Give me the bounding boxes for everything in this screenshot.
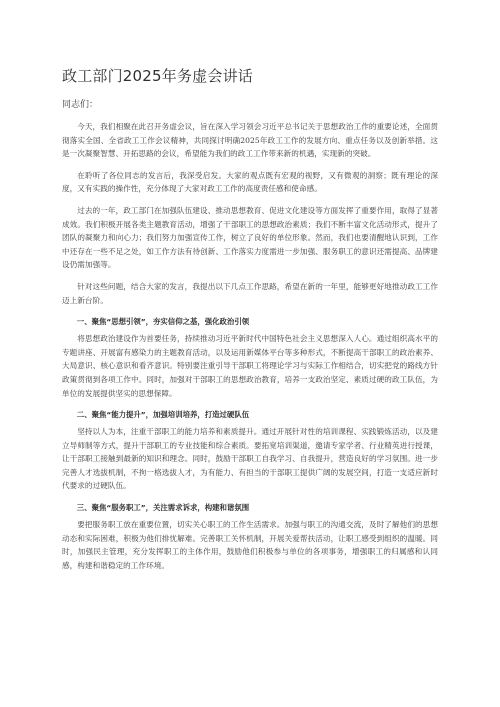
section-heading: 一、聚焦“思想引领”，夯实信仰之基，强化政治引领 [76,317,250,327]
section-body: 坚持以人为本，注重干部职工的能力培养和素质提升。通过开展针对性的培训课程、实践锻炼活动，以及建立导师制等方式，提升干部职工的专业技能和综合素质。要拓宽培训渠道，邀请专家学者、行业精英进行授课，让干部职工接触到最新的知识和理念。同时，鼓励干部职工自我学习、自我提升，营造良好的学习氛围。进一步完善人才选拔机制，不拘一格选拔人才，为有能力、有担当的干部职工提供广阔的发展空间，打造一支适应新时代要求的过硬队伍。 [62,427,438,491]
section-heading: 三、聚焦“服务职工”，关注需求诉求，构建和谐氛围 [76,503,250,513]
intro-paragraph: 过去的一年，政工部门在加强队伍建设、推动思想教育、促进文化建设等方面发挥了重要作用，取得了显著成效。我们积极开展各类主题教育活动，增强了干部职工的思想政治素质；我们不断丰富文化活动形式，提升了团队的凝聚力和向心力；我们努力加强宣传工作，树立了良好的单位形象。然而，我们也要清醒地认识到，工作中还存在一些不足之处，如工作方法有待创新、工作落实力度需进一步加强、服务职工的意识还需提高、品牌建设仍需加强等。 [62,205,438,270]
speech-document [62,67,438,580]
intro-paragraph: 在聆听了各位同志的发言后，我深受启发。大家的观点既有宏观的视野，又有微观的洞察；既有理论的深度，又有实践的操作性，充分体现了大家对政工工作的高度责任感和使命感。 [62,170,438,194]
salutation: 同志们： [62,100,99,110]
section-heading: 二、聚焦“能力提升”，加强培训培养，打造过硬队伍 [76,410,250,420]
section-body: 将思想政治建设作为首要任务，持续推动习近平新时代中国特色社会主义思想深入人心。通过组织高水平的专题讲座、开展富有感染力的主题教育活动，以及运用新媒体平台等多种形式，不断提高干部职工的政治素养、大局意识、核心意识和看齐意识。特别要注重引导干部职工将理论学习与实际工作相结合，切实把党的路线方针政策贯彻到各项工作中。同时，加强对干部职工的思想政治教育，培养一支政治坚定、素质过硬的政工队伍，为单位的发展提供坚实的思想保障。 [62,334,438,398]
intro-paragraph: 今天，我们相聚在此召开务虚会议，旨在深入学习领会习近平总书记关于思想政治工作的重要论述，全面贯彻落实全国、全省政工工作会议精神，共同探讨明确2025年政工工作的发展方向、重点任务以及创新举措。这是一次凝聚智慧、开拓思路的会议，希望能为我们的政工工作带来新的机遇，实现新的突破。 [62,122,438,159]
section-body: 要把服务职工放在重要位置，切实关心职工的工作生活需求。加强与职工的沟通交流，及时了解他们的思想动态和实际困难，积极为他们排忧解难。完善职工关怀机制，开展关爱帮扶活动，让职工感受到组织的温暖。同时，加强民主管理，充分发挥职工的主体作用，鼓励他们积极参与单位的各项事务，增强职工的归属感和认同感，构建和谐稳定的工作环境。 [62,520,438,570]
intro-paragraph: 针对这些问题，结合大家的发言，我提出以下几点工作思路，希望在新的一年里，能够更好地推动政工工作迈上新台阶。 [62,281,438,305]
document-title: 政工部门2025年务虚会讲话 [62,67,253,85]
